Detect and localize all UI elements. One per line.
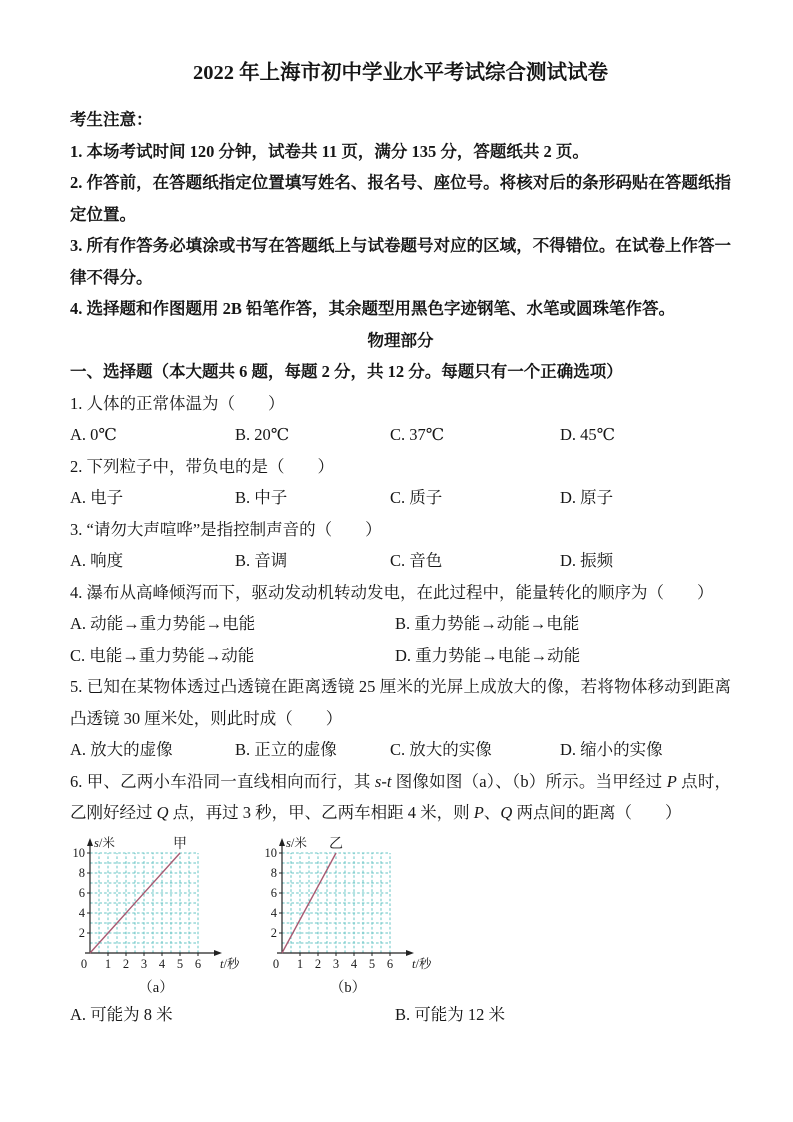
svg-text:2: 2 [78, 925, 85, 940]
q6-var-st: s-t [374, 771, 392, 791]
q2-option-a: A. 电子 [70, 488, 124, 507]
svg-text:10: 10 [264, 845, 277, 860]
notice-heading: 考生注意： [70, 110, 153, 129]
question-1-text: 1. 人体的正常体温为（ ） [70, 393, 285, 413]
question-6-options [70, 999, 731, 1031]
q3-option-b: B. 音调 [235, 551, 288, 570]
q6-seg-2: 图像如图（a）、（b）所示。当甲经过 [391, 771, 667, 791]
svg-text:5: 5 [176, 956, 184, 971]
svg-text:4: 4 [350, 956, 358, 971]
question-1-options [70, 419, 731, 451]
notice-item-3: 3. 所有作答务必填涂或书写在答题纸上与试卷题号对应的区域，不得错位。在试卷上作答一律不得分。 [70, 236, 731, 287]
question-4-options-row1 [70, 608, 731, 640]
section-label: 物理部分 [367, 330, 434, 350]
svg-text:3: 3 [140, 956, 148, 971]
question-3-options [70, 545, 731, 577]
q1-option-b: B. 20℃ [235, 425, 290, 444]
svg-text:0: 0 [80, 956, 88, 971]
q6-seg-4: 点，再过 3 秒，甲、乙两车相距 4 米，则 [168, 803, 474, 822]
svg-text:2: 2 [270, 925, 277, 940]
svg-text:5: 5 [368, 956, 376, 971]
q3-option-d: D. 振频 [560, 551, 614, 570]
q4-option-c: C. 电能→重力势能→动能 [70, 645, 255, 665]
q5-option-b: B. 正立的虚像 [235, 740, 337, 759]
q5-option-c: C. 放大的实像 [390, 740, 492, 759]
svg-text:1: 1 [296, 956, 304, 971]
svg-text:2: 2 [314, 956, 322, 971]
part1-heading: 一、选择题（本大题共 6 题，每题 2 分，共 12 分。每题只有一个正确选项） [70, 362, 623, 381]
q6-var-q1: Q [156, 803, 169, 822]
q6-seg-1: 6. 甲、乙两小车沿同一直线相向而行，其 [70, 771, 375, 791]
q6-var-p1: P [666, 771, 677, 791]
svg-text:6: 6 [78, 885, 85, 900]
q2-option-d: D. 原子 [560, 488, 614, 507]
question-4-options-row2 [70, 640, 731, 672]
question-5-options [70, 734, 731, 766]
q3-option-a: A. 响度 [70, 551, 124, 570]
svg-text:4: 4 [270, 905, 277, 920]
svg-text:6: 6 [194, 956, 202, 971]
q2-option-c: C. 质子 [390, 488, 443, 507]
q3-option-c: C. 音色 [390, 551, 443, 570]
svg-text:10: 10 [72, 845, 85, 860]
svg-text:4: 4 [78, 905, 85, 920]
q6-var-q2: Q [500, 803, 513, 822]
question-2-text: 2. 下列粒子中，带负电的是（ ） [70, 456, 334, 476]
question-3-text: 3. “请勿大声喧哗”是指控制声音的（ ） [70, 519, 382, 539]
svg-text:8: 8 [78, 865, 85, 880]
st-graph-a [60, 835, 252, 997]
svg-text:2: 2 [122, 956, 130, 971]
svg-text:t/秒: t/秒 [220, 956, 240, 971]
q6-option-b: B. 可能为 12 米 [395, 1004, 506, 1024]
notice-item-1: 1. 本场考试时间 120 分钟，试卷共 11 页，满分 135 分，答题纸共 2 页。 [70, 141, 589, 161]
page-title: 2022 年上海市初中学业水平考试综合测试试卷 [192, 62, 609, 84]
chart-caption-b: （b） [329, 979, 367, 996]
q1-option-d: D. 45℃ [560, 425, 616, 444]
q6-seg-5: 、 [483, 803, 501, 822]
q4-option-a: A. 动能→重力势能→电能 [70, 614, 256, 633]
q2-option-b: B. 中子 [235, 488, 288, 507]
notice-item-4: 4. 选择题和作图题用 2B 铅笔作答，其余题型用黑色字迹钢笔、水笔或圆珠笔作答。 [70, 299, 676, 318]
svg-text:1: 1 [104, 956, 112, 971]
q6-seg-3: 点时，乙刚好经过 [70, 771, 732, 822]
svg-text:6: 6 [386, 956, 394, 971]
q1-option-c: C. 37℃ [390, 425, 445, 444]
st-graph-b-canvas [252, 835, 444, 975]
notice-item-2: 2. 作答前，在答题纸指定位置填写姓名、报名号、座位号。将核对后的条形码贴在答题纸指定位置。 [70, 173, 731, 224]
svg-text:4: 4 [158, 956, 166, 971]
svg-text:0: 0 [272, 956, 280, 971]
q4-option-d: D. 重力势能→电能→动能 [395, 645, 581, 665]
svg-text:t/秒: t/秒 [412, 956, 432, 971]
q6-option-a: A. 可能为 8 米 [70, 1004, 173, 1024]
question-2-options [70, 482, 731, 514]
question-6-text [70, 766, 731, 829]
st-graph-a-canvas [60, 835, 252, 975]
svg-text:3: 3 [332, 956, 340, 971]
q1-option-a: A. 0℃ [70, 425, 117, 444]
chart-caption-a: （a） [138, 979, 174, 996]
st-graph-b [252, 835, 444, 997]
q6-var-p2: P [473, 803, 484, 822]
q4-option-b: B. 重力势能→动能→电能 [395, 614, 580, 633]
svg-text:s/米: s/米 [94, 835, 115, 850]
svg-text:8: 8 [270, 865, 277, 880]
question-5-text: 5. 已知在某物体透过凸透镜在距离透镜 25 厘米的光屏上成放大的像，若将物体移动到距离凸透镜 30 厘米处，则此时成（ ） [70, 677, 731, 728]
svg-text:甲: 甲 [173, 836, 187, 852]
svg-text:s/米: s/米 [286, 835, 307, 850]
q5-option-a: A. 放大的虚像 [70, 740, 173, 759]
svg-text:6: 6 [270, 885, 277, 900]
svg-text:乙: 乙 [329, 836, 343, 852]
q6-seg-6: 两点间的距离（ ） [512, 803, 682, 822]
question-4-text: 4. 瀑布从高峰倾泻而下，驱动发动机转动发电，在此过程中，能量转化的顺序为（ ） [70, 582, 714, 602]
charts-row [60, 835, 731, 997]
q5-option-d: D. 缩小的实像 [560, 740, 663, 759]
